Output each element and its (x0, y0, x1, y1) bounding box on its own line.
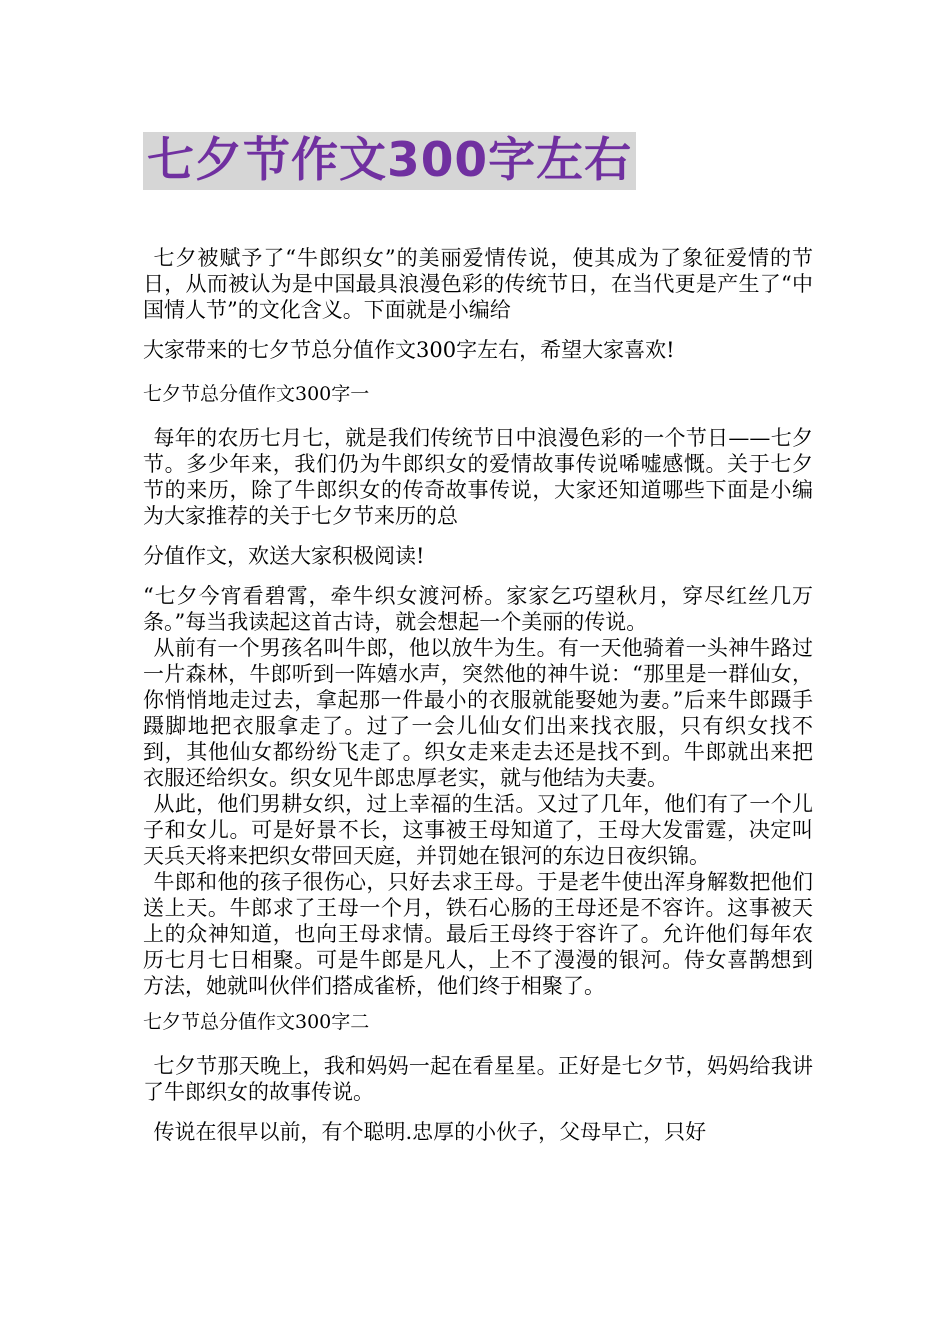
section1-paragraph-1: 每年的农历七月七，就是我们传统节日中浪漫色彩的一个节日——七夕节。多少年来，我们仍为牛郎织女的爱情故事传说唏嘘感慨。关于七夕节的来历，除了牛郎织女的传奇故事传说，大家还知道哪些下面是小编为大家推荐的关于七夕节来历的总 (143, 426, 813, 528)
document-body (143, 245, 813, 1145)
section2-paragraph-1: 七夕节那天晚上，我和妈妈一起在看星星。正好是七夕节，妈妈给我讲了牛郎织女的故事传说。 (143, 1054, 813, 1104)
section-heading-1: 七夕节总分值作文300字一 (143, 383, 370, 405)
section-heading-2: 七夕节总分值作文300字二 (143, 1011, 370, 1033)
section1-paragraph-2: “七夕今宵看碧霄，牵牛织女渡河桥。家家乞巧望秋月，穿尽红丝几万条。”每当我读起这首古诗，就会想起一个美丽的传说。 (143, 584, 813, 634)
intro-paragraph: 七夕被赋予了“牛郎织女”的美丽爱情传说，使其成为了象征爱情的节日，从而被认为是中国最具浪漫色彩的传统节日，在当代更是产生了“中国情人节”的文化含义。下面就是小编给 (143, 246, 813, 322)
section1-paragraph-5: 牛郎和他的孩子很伤心，只好去求王母。于是老牛使出浑身解数把他们送上天。牛郎求了王母一个月，铁石心肠的王母还是不容许。这事被天上的众神知道，也向王母求情。最后王母终于容许了。允许他们每年农历七月七日相聚。可是牛郎是凡人，上不了漫漫的银河。侍女喜鹊想到方法，她就叫伙伴们搭成雀桥，他们终于相聚了。 (143, 870, 813, 998)
intro-paragraph-continued: 大家带来的七夕节总分值作文300字左右，希望大家喜欢! (143, 338, 675, 362)
section1-paragraph-3: 从前有一个男孩名叫牛郎，他以放牛为生。有一天他骑着一头神牛路过一片森林，牛郎听到一阵嬉水声，突然他的神牛说：“那里是一群仙女，你悄悄地走过去，拿起那一件最小的衣服就能娶她为妻。”后来牛郎蹑手蹑脚地把衣服拿走了。过了一会儿仙女们出来找衣服，只有织女找不到，其他仙女都纷纷飞走了。织女走来走去还是找不到。牛郎就出来把衣服还给织女。织女见牛郎忠厚老实，就与他结为夫妻。 (143, 636, 813, 790)
section1-paragraph-4: 从此，他们男耕女织，过上幸福的生活。又过了几年，他们有了一个儿子和女儿。可是好景不长，这事被王母知道了，王母大发雷霆，决定叫天兵天将来把织女带回天庭，并罚她在银河的东边日夜织锦。 (143, 792, 813, 868)
section1-paragraph-1-continued: 分值作文，欢送大家积极阅读! (143, 544, 425, 568)
section2-paragraph-2: 传说在很早以前，有个聪明.忠厚的小伙子，父母早亡，只好 (153, 1120, 707, 1144)
document-title: 七夕节作文300字左右 (143, 132, 636, 190)
